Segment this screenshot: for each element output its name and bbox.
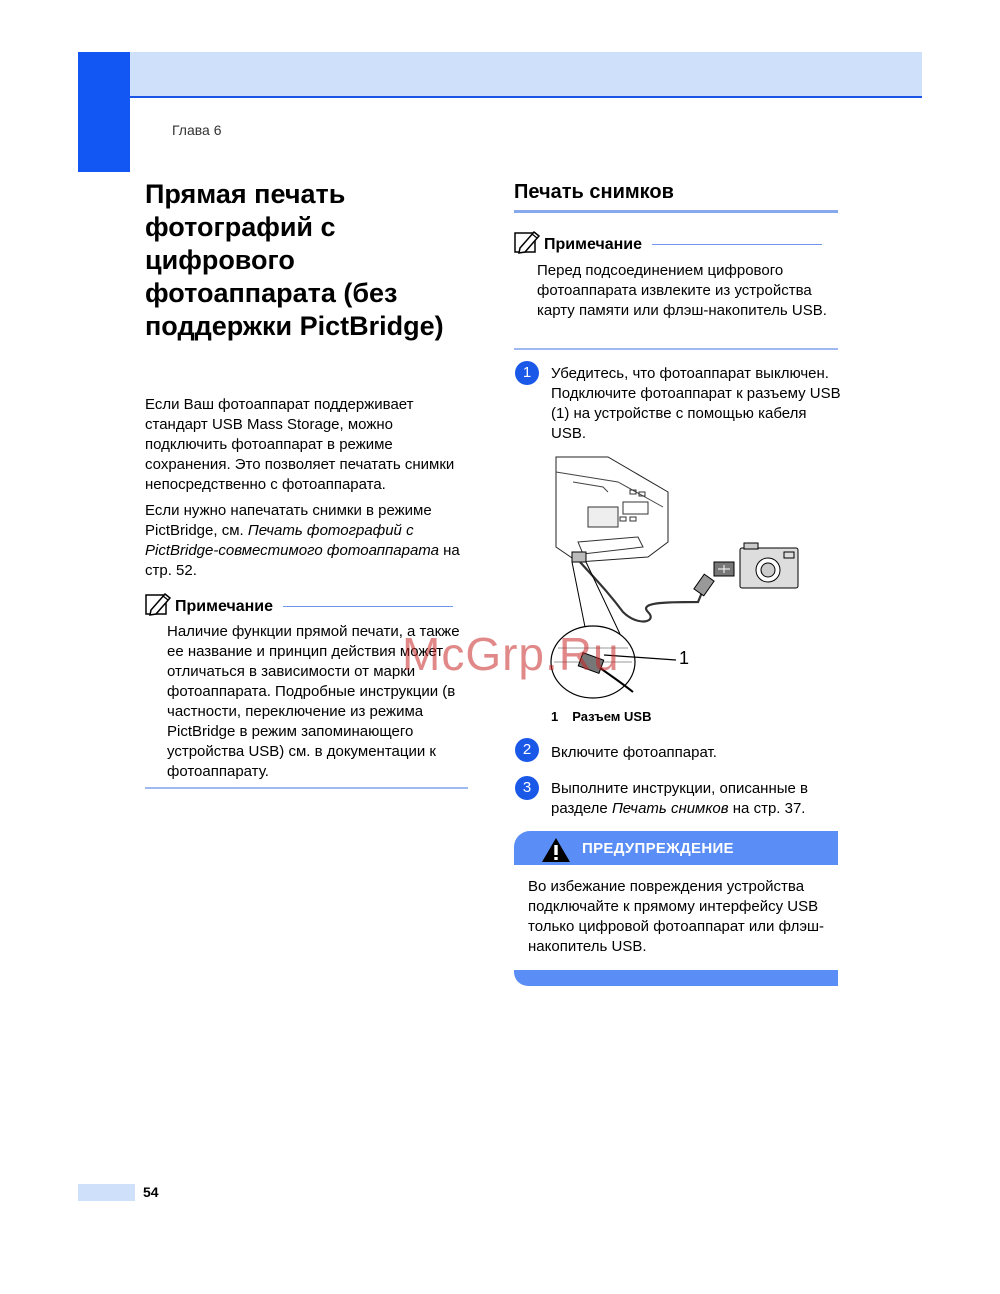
step-number: 2 bbox=[515, 738, 539, 762]
note-heading bbox=[145, 592, 468, 621]
print-photos-link[interactable]: Печать снимков bbox=[611, 800, 729, 817]
note-text: Перед подсоединением цифрового фотоаппарата извлеките из устройства карту памяти или флэш-накопитель USB. bbox=[537, 262, 827, 319]
step-text-part: Выполните инструкции, описанные в разделе bbox=[551, 780, 809, 817]
footer-band bbox=[78, 1184, 135, 1201]
figure-callout-number: 1 bbox=[679, 648, 690, 668]
warning-text: Во избежание повреждения устройства подключайте к прямому интерфейсу USB только цифровой фотоаппарат или флэш-накопитель USB. bbox=[528, 878, 825, 955]
step-text-part: на стр. 37. bbox=[728, 800, 806, 817]
note-pencil-icon bbox=[514, 230, 542, 259]
chapter-tab bbox=[78, 52, 130, 172]
pictbridge-link[interactable]: Печать фотографий с PictBridge-совместимого фотоаппарата bbox=[145, 522, 439, 559]
note-bottom-rule bbox=[514, 348, 838, 350]
step-number: 1 bbox=[515, 361, 539, 385]
warning-triangle-icon bbox=[541, 837, 571, 868]
pictbridge-paragraph bbox=[145, 501, 475, 581]
chapter-label: Глава 6 bbox=[172, 122, 222, 138]
page-number: 54 bbox=[143, 1184, 159, 1200]
caption-text: Разъем USB bbox=[572, 709, 652, 724]
section-rule bbox=[514, 210, 838, 213]
step-text bbox=[551, 779, 841, 819]
section-title: Печать снимков bbox=[514, 181, 674, 203]
note-label: Примечание bbox=[175, 597, 274, 615]
note-label: Примечание bbox=[544, 235, 643, 253]
intro-paragraph: Если Ваш фотоаппарат поддерживает стандарт USB Mass Storage, можно подключить фотоаппарат в режиме сохранения. Это позволяет печатать снимки непосредственно с фотоаппарата. bbox=[145, 396, 455, 493]
header-band bbox=[130, 52, 922, 97]
step-number: 3 bbox=[515, 776, 539, 800]
step-text: Убедитесь, что фотоаппарат выключен. Подключите фотоаппарат к разъему USB (1) на устройстве с помощью кабеля USB. bbox=[551, 365, 841, 442]
warning-title: ПРЕДУПРЕЖДЕНИЕ bbox=[582, 840, 734, 857]
para-text: на стр. 52. bbox=[145, 542, 460, 579]
step-text: Включите фотоаппарат. bbox=[551, 744, 717, 761]
note-text: Наличие функции прямой печати, а также ее название и принцип действия может отличаться в зависимости от марки фотоаппарата. Подробные инструкции (в частности, переключение из режима PictBridge в режим запоминающего устройства USB) см. в документации к фотоаппарату. bbox=[167, 623, 460, 780]
para-text: Если нужно напечатать снимки в режиме PictBridge, см. bbox=[145, 502, 432, 539]
note-rule bbox=[283, 606, 453, 607]
note-rule bbox=[652, 244, 822, 245]
figure-caption bbox=[551, 709, 665, 724]
note-pencil-icon bbox=[145, 592, 173, 621]
watermark: McGrp.Ru bbox=[402, 628, 620, 680]
caption-number: 1 bbox=[551, 709, 559, 724]
warning-bottom-bar bbox=[514, 970, 838, 986]
header-rule bbox=[130, 96, 922, 98]
note-bottom-rule bbox=[145, 787, 468, 789]
page-title: Прямая печать фотографий с цифрового фотоаппарата (без поддержки PictBridge) bbox=[145, 179, 444, 341]
note-heading bbox=[514, 230, 838, 259]
